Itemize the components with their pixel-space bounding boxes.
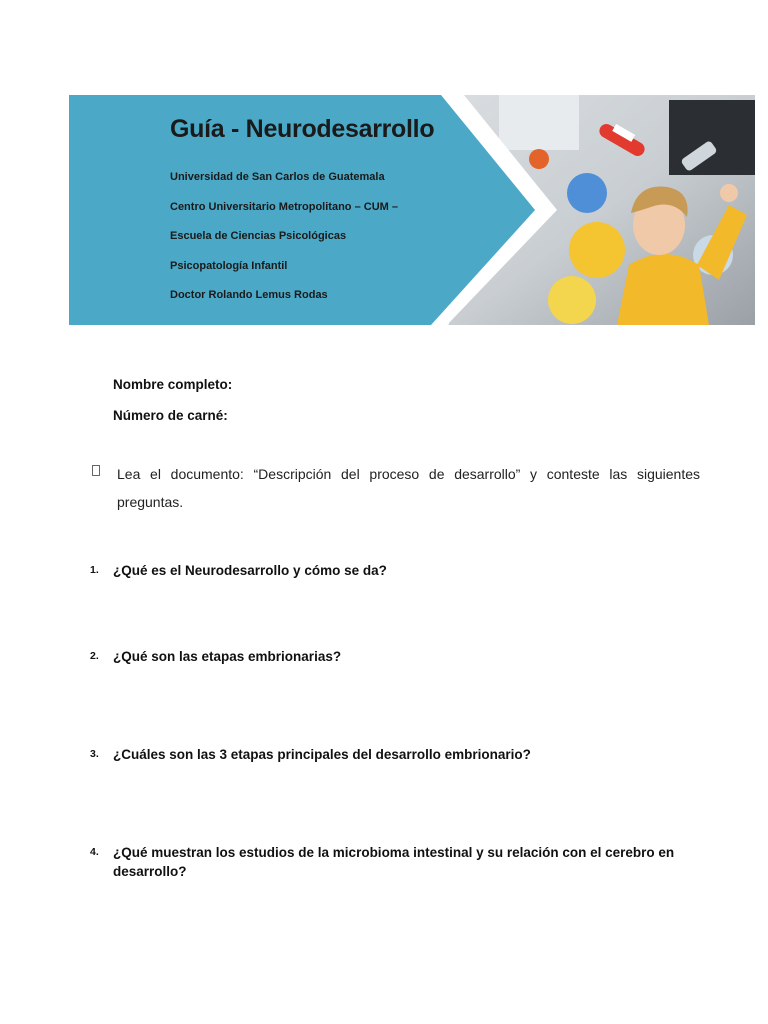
question-number: 2. — [90, 650, 99, 662]
instruction-text: Lea el documento: “Descripción del proceso de desarrollo” y conteste las siguientes preguntas. — [117, 466, 700, 510]
planet-blue — [567, 173, 607, 213]
question-number: 4. — [90, 846, 99, 858]
school-name: Escuela de Ciencias Psicológicas — [170, 230, 347, 242]
center-name: Centro Universitario Metropolitano – CUM – — [170, 200, 398, 213]
question-number: 1. — [90, 564, 99, 576]
bullet-icon — [92, 465, 100, 476]
header-banner — [69, 95, 755, 325]
planet-yellow-small — [548, 276, 596, 324]
tv-screen — [669, 100, 755, 175]
planet-orange — [529, 149, 549, 169]
banner-text — [170, 115, 490, 318]
question-text: ¿Qué son las etapas embrionarias? — [113, 649, 342, 664]
question-text: ¿Cuáles son las 3 etapas principales del desarrollo embrionario? — [113, 747, 531, 762]
shelf — [499, 95, 579, 150]
question-text: ¿Qué muestran los estudios de la microbioma intestinal y su relación con el cerebro en desarrollo? — [113, 845, 675, 879]
banner-title: Guía - Neurodesarrollo — [170, 115, 435, 143]
question-number: 3. — [90, 748, 99, 760]
course-name: Psicopatología Infantil — [170, 259, 288, 272]
question-text: ¿Qué es el Neurodesarrollo y cómo se da? — [113, 563, 387, 578]
planet-yellow — [569, 222, 625, 278]
name-label: Nombre completo: — [113, 377, 233, 392]
university-name: Universidad de San Carlos de Guatemala — [170, 171, 385, 183]
instructor-name: Doctor Rolando Lemus Rodas — [170, 289, 328, 301]
carne-label: Número de carné: — [113, 408, 228, 423]
